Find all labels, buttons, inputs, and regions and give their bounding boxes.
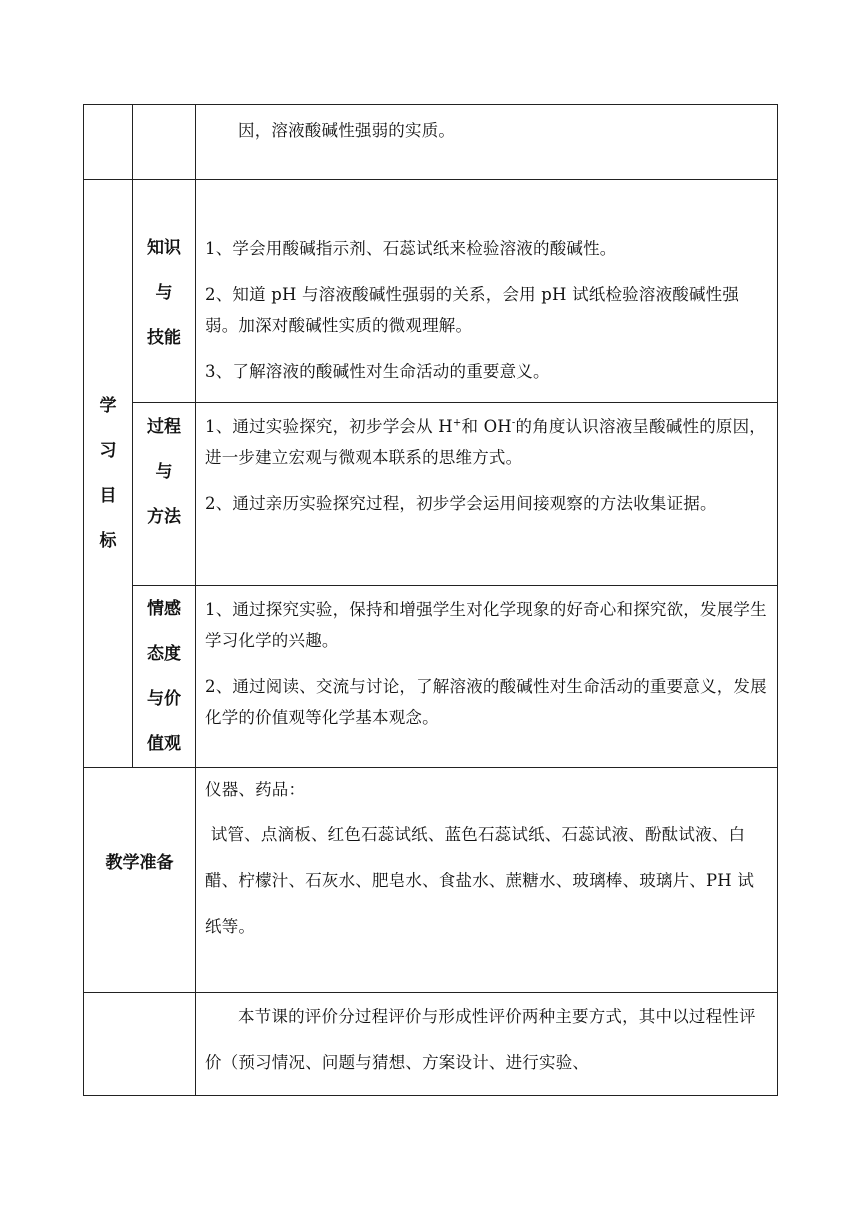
knowledge-item: 1、学会用酸碱指示剂、石蕊试纸来检验溶液的酸碱性。: [205, 239, 617, 258]
knowledge-content-cell: [196, 180, 778, 403]
process-item: 1、通过实验探究，初步学会从 H+和 OH-的角度认识溶液呈酸碱性的原因，进一步建立宏观与微观本联系的思维方式。: [205, 417, 766, 467]
evaluation-text: 本节课的评价分过程评价与形成性评价两种主要方式，其中以过程性评价（预习情况、问题与猜想、方案设计、进行实验、: [205, 1007, 756, 1072]
preparation-content-cell: [196, 768, 778, 993]
emotion-row: [84, 586, 778, 768]
knowledge-label-cell: [133, 180, 196, 403]
process-label-cell: [133, 403, 196, 586]
continuation-text: 因，溶液酸碱性强弱的实质。: [238, 121, 456, 140]
emotion-item: 1、通过探究实验，保持和增强学生对化学现象的好奇心和探究欲，发展学生学习化学的兴趣。: [205, 600, 767, 650]
knowledge-item: 3、了解溶液的酸碱性对生命活动的重要意义。: [205, 362, 550, 381]
knowledge-item: 2、知道 pH 与溶液酸碱性强弱的关系，会用 pH 试纸检验溶液酸碱性强弱。加深对酸碱性实质的微观理解。: [205, 285, 740, 335]
process-item: 2、通过亲历实验探究过程，初步学会运用间接观察的方法收集证据。: [205, 494, 717, 513]
evaluation-content-cell: [196, 993, 778, 1096]
objectives-label: 学 习 目 标: [99, 395, 117, 551]
preparation-heading: 仪器、药品：: [205, 780, 306, 799]
knowledge-label: 知识 与 技能: [147, 238, 181, 348]
emotion-content-cell: [196, 586, 778, 768]
process-label: 过程 与 方法: [147, 417, 181, 527]
empty-cell: [133, 105, 196, 180]
knowledge-row: [84, 180, 778, 403]
preparation-label: 教学准备: [105, 853, 174, 873]
evaluation-row: [84, 993, 778, 1096]
continuation-row: [84, 105, 778, 180]
process-row: [84, 403, 778, 586]
preparation-row: [84, 768, 778, 993]
empty-cell: [84, 105, 133, 180]
evaluation-label-cell: [84, 993, 196, 1096]
preparation-label-cell: [84, 768, 196, 993]
emotion-label: 情感 态度 与价 值观: [147, 599, 181, 754]
objectives-label-cell: [84, 180, 133, 768]
process-content-cell: [196, 403, 778, 586]
preparation-content: 试管、点滴板、红色石蕊试纸、蓝色石蕊试纸、石蕊试液、酚酞试液、白醋、柠檬汁、石灰水、肥皂水、食盐水、蔗糖水、玻璃棒、玻璃片、PH 试纸等。: [205, 825, 755, 936]
lesson-plan-table: [83, 104, 778, 1096]
emotion-item: 2、通过阅读、交流与讨论，了解溶液的酸碱性对生命活动的重要意义，发展化学的价值观等化学基本观念。: [205, 677, 767, 727]
emotion-label-cell: [133, 586, 196, 768]
continuation-cell: [196, 105, 778, 180]
